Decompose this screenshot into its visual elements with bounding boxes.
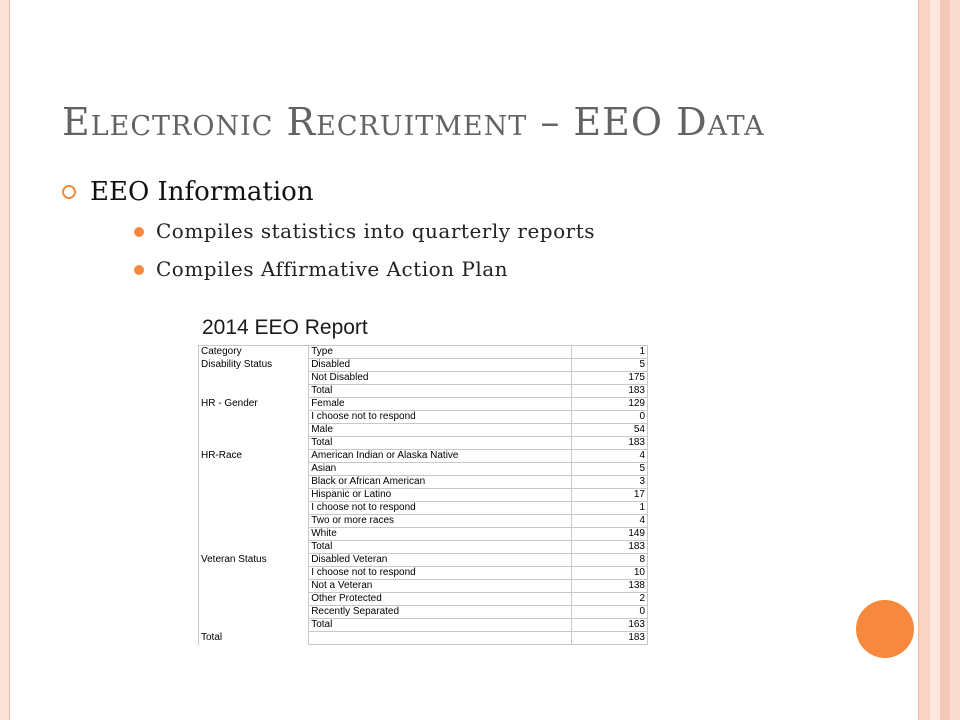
cell-value: 149 <box>572 528 648 541</box>
cell-type <box>309 632 572 645</box>
report-title: 2014 EEO Report <box>202 316 368 339</box>
cell-type: Total <box>309 541 572 554</box>
cell-category <box>199 580 309 593</box>
table-row <box>199 424 648 437</box>
cell-value: 10 <box>572 567 648 580</box>
table-row <box>199 554 648 567</box>
header-category: Category <box>199 346 309 359</box>
cell-type: White <box>309 528 572 541</box>
table-row <box>199 632 648 645</box>
cell-type: Two or more races <box>309 515 572 528</box>
table-row <box>199 411 648 424</box>
bullet-list <box>62 175 595 295</box>
table-row <box>199 619 648 632</box>
cell-value: 183 <box>572 632 648 645</box>
cell-category <box>199 463 309 476</box>
sub-bullet-text: Compiles Affirmative Action Plan <box>156 257 509 281</box>
cell-type: American Indian or Alaska Native <box>309 450 572 463</box>
cell-category <box>199 372 309 385</box>
eeo-report <box>198 315 650 645</box>
cell-category <box>199 385 309 398</box>
cell-value: 4 <box>572 515 648 528</box>
table-row <box>199 385 648 398</box>
cell-category: Total <box>199 632 309 645</box>
right-border-stripe <box>940 0 950 720</box>
table-row <box>199 476 648 489</box>
cell-type: Not a Veteran <box>309 580 572 593</box>
cell-category <box>199 541 309 554</box>
cell-category <box>199 424 309 437</box>
cell-type: Female <box>309 398 572 411</box>
cell-value: 5 <box>572 359 648 372</box>
table-row <box>199 398 648 411</box>
cell-type: Asian <box>309 463 572 476</box>
table-row <box>199 489 648 502</box>
table-row <box>199 450 648 463</box>
table-row <box>199 463 648 476</box>
cell-category <box>199 528 309 541</box>
ring-bullet-icon <box>62 185 76 199</box>
cell-category <box>199 489 309 502</box>
table-row <box>199 502 648 515</box>
cell-category <box>199 619 309 632</box>
report-table-body <box>199 346 648 645</box>
cell-type: I choose not to respond <box>309 411 572 424</box>
table-row <box>199 606 648 619</box>
sub-bullet <box>90 219 595 243</box>
table-row <box>199 437 648 450</box>
cell-category <box>199 476 309 489</box>
cell-type: Not Disabled <box>309 372 572 385</box>
left-border <box>0 0 10 720</box>
cell-value: 2 <box>572 593 648 606</box>
table-row <box>199 372 648 385</box>
dot-bullet-icon <box>134 227 144 237</box>
cell-value: 163 <box>572 619 648 632</box>
right-border-stripe <box>950 0 960 720</box>
cell-value: 0 <box>572 606 648 619</box>
cell-value: 17 <box>572 489 648 502</box>
table-header-row <box>199 346 648 359</box>
cell-type: I choose not to respond <box>309 502 572 515</box>
cell-type: Black or African American <box>309 476 572 489</box>
cell-category <box>199 567 309 580</box>
cell-type: Total <box>309 385 572 398</box>
cell-category: HR - Gender <box>199 398 309 411</box>
table-row <box>199 528 648 541</box>
cell-value: 0 <box>572 411 648 424</box>
cell-type: Other Protected <box>309 593 572 606</box>
table-row <box>199 567 648 580</box>
cell-type: Total <box>309 437 572 450</box>
slide-title: Electronic Recruitment – EEO Data <box>62 100 765 144</box>
cell-value: 175 <box>572 372 648 385</box>
table-row <box>199 515 648 528</box>
cell-value: 54 <box>572 424 648 437</box>
right-border-stripe <box>930 0 940 720</box>
header-type: Type <box>309 346 572 359</box>
cell-value: 138 <box>572 580 648 593</box>
table-row <box>199 541 648 554</box>
cell-type: I choose not to respond <box>309 567 572 580</box>
cell-value: 3 <box>572 476 648 489</box>
cell-category <box>199 606 309 619</box>
cell-category: HR-Race <box>199 450 309 463</box>
cell-value: 129 <box>572 398 648 411</box>
cell-category: Disability Status <box>199 359 309 372</box>
header-value: 1 <box>572 346 648 359</box>
cell-type: Hispanic or Latino <box>309 489 572 502</box>
cell-value: 183 <box>572 385 648 398</box>
cell-value: 183 <box>572 437 648 450</box>
sub-bullet-list <box>90 219 595 281</box>
cell-type: Disabled Veteran <box>309 554 572 567</box>
cell-category <box>199 437 309 450</box>
dot-bullet-icon <box>134 265 144 275</box>
cell-category <box>199 515 309 528</box>
right-border-stripe <box>918 0 930 720</box>
cell-category <box>199 411 309 424</box>
cell-value: 4 <box>572 450 648 463</box>
report-table <box>198 345 648 645</box>
cell-value: 183 <box>572 541 648 554</box>
cell-category <box>199 593 309 606</box>
bullet-eeo-information <box>62 175 595 281</box>
table-row <box>199 593 648 606</box>
accent-circle <box>856 600 914 658</box>
cell-type: Male <box>309 424 572 437</box>
bullet-text: EEO Information <box>90 177 314 207</box>
cell-type: Total <box>309 619 572 632</box>
cell-value: 8 <box>572 554 648 567</box>
sub-bullet <box>90 257 595 281</box>
cell-value: 5 <box>572 463 648 476</box>
table-row <box>199 580 648 593</box>
cell-type: Recently Separated <box>309 606 572 619</box>
cell-category <box>199 502 309 515</box>
sub-bullet-text: Compiles statistics into quarterly reports <box>156 219 596 243</box>
cell-category: Veteran Status <box>199 554 309 567</box>
table-row <box>199 359 648 372</box>
cell-value: 1 <box>572 502 648 515</box>
cell-type: Disabled <box>309 359 572 372</box>
